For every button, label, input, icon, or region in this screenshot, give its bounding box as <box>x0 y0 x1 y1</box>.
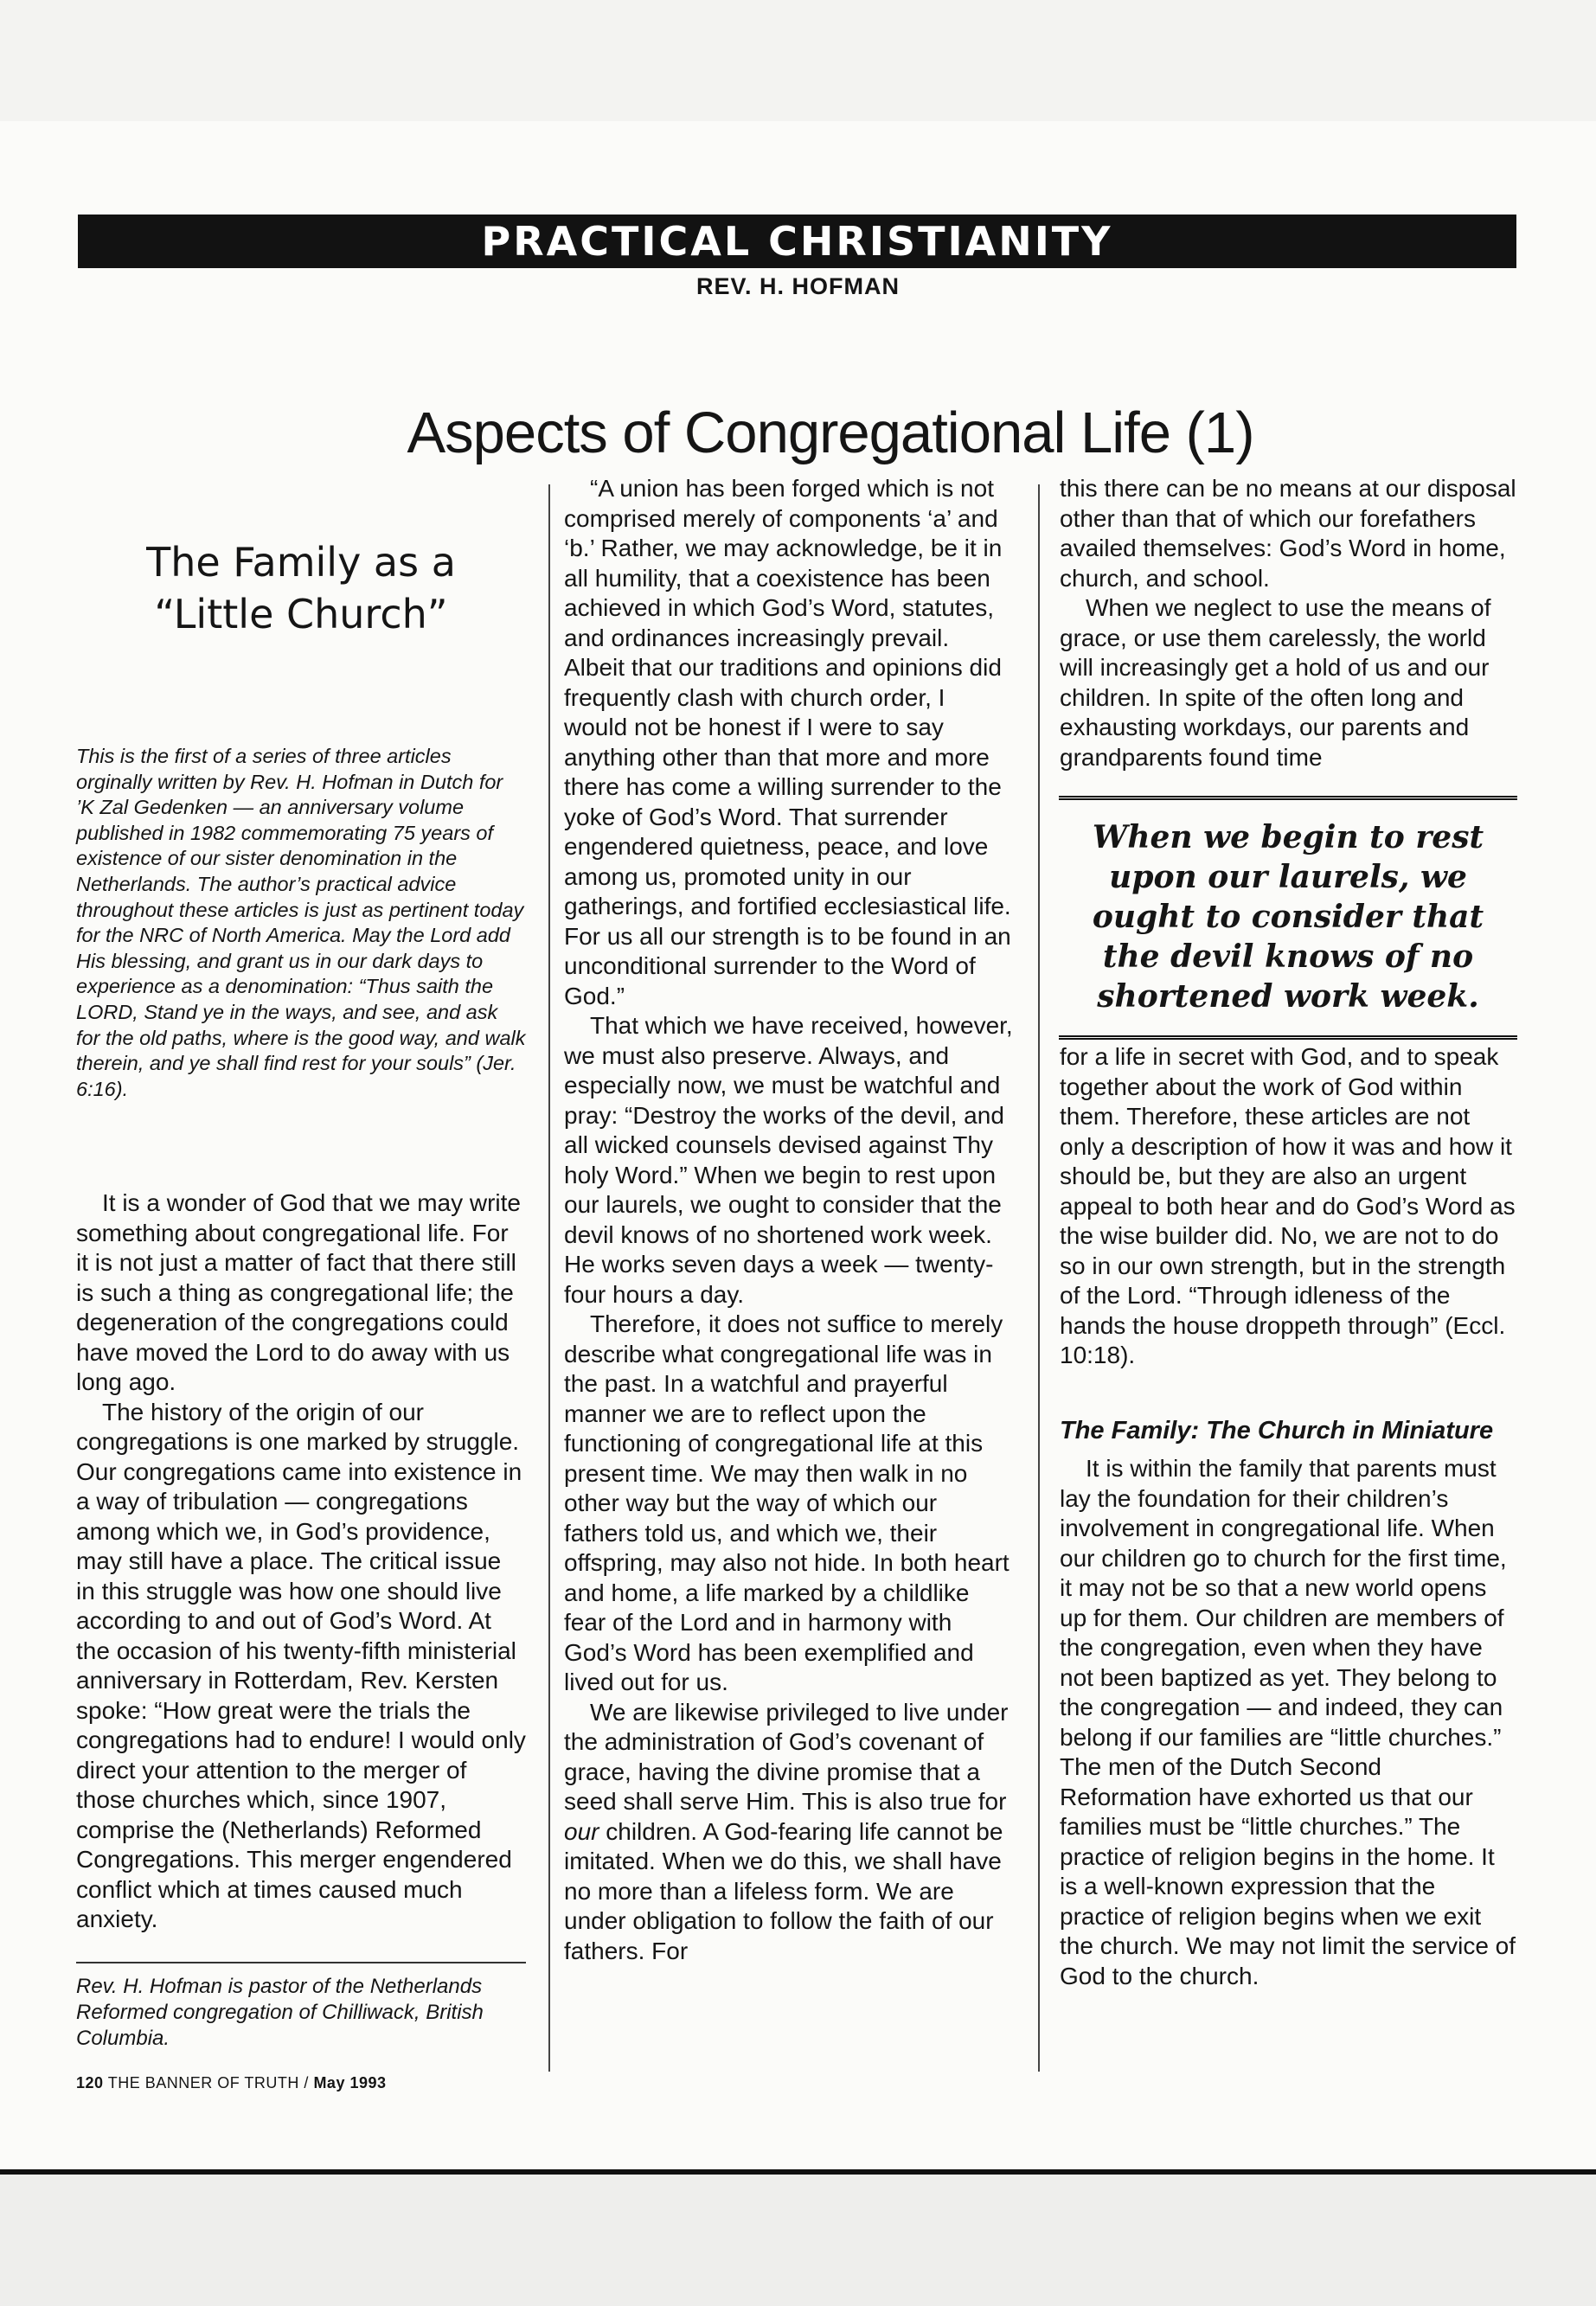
footer-separator: / <box>298 2074 314 2091</box>
paragraph: Therefore, it does not suffice to merely describe what congregational life was in the past. In a watchful and prayerful manner we are to reflect upon the functioning of congregational life at this present time. We may then walk in no other way but the way of which our fathers told us, and which we, their offspring, may also not hide. In both heart and home, a life marked by a childlike fear of the Lord and in harmony with God’s Word has been exemplified and lived out for us. <box>564 1310 1010 1695</box>
column-3-bottom <box>1060 1042 1518 1991</box>
text-run: We are likewise privileged to live under the administration of God’s covenant of grace, having the divine promise that a seed shall serve Him. This is also true for <box>564 1698 1009 1815</box>
bottom-margin <box>0 2169 1596 2306</box>
paragraph: The history of the origin of our congregations is one marked by struggle. Our congregations came into existence in a way of tribulation — congregations among which we, in God’s providence, may still have a place. The critical issue in this struggle was how one should live according to and out of God’s Word. At the occasion of his twenty-fifth ministerial anniversary in Rotterdam, Rev. Kersten spoke: “How great were the trials the congregations had to endure! I would only direct your attention to the merger of those churches which, since 1907, comprise the (Netherlands) Reformed Congregations. This merger engendered conflict which at times caused much anxiety. <box>76 1398 526 1933</box>
intro-text: This is the first of a series of three articles orginally written by Rev. H. Hofman in Dutch for ’K Zal Gedenken — an anniversary volume published in 1982 commemorating 75 years of existence of our sister denomination in the Netherlands. The author’s practical advice throughout these articles is just as pertinent today for the NRC of North America. May the Lord add His blessing, and grant us in our dark days to experience as a denomination: “Thus saith the LORD, Stand ye in the ways, and see, and ask for the old paths, where is the good way, and walk therein, and ye shall find rest for your souls” (Jer. 6:16). <box>76 745 526 1100</box>
text-run: children. A God-fearing life cannot be imitated. When we do this, we shall have no more than a lifeless form. We are under obligation to follow the faith of our fathers. For <box>564 1817 1003 1964</box>
column-3-top <box>1060 474 1518 772</box>
paragraph: It is a wonder of God that we may write something about congregational life. For it is not just a matter of fact that there still is such a thing as congregational life; the degeneration of the congregations could have moved the Lord to do away with us long ago. <box>76 1189 521 1396</box>
column-divider <box>1038 484 1040 2072</box>
subtitle-line-2: “Little Church” <box>154 591 448 637</box>
column-2 <box>564 474 1014 1966</box>
article-subtitle <box>76 536 526 640</box>
paragraph <box>564 1698 1014 1967</box>
author-footnote: Rev. H. Hofman is pastor of the Netherlands Reformed congregation of Chilliwack, British Columbia. <box>76 1962 526 2052</box>
emphasis: our <box>564 1817 599 1845</box>
column-1 <box>76 536 526 1935</box>
issue-date: May 1993 <box>313 2074 387 2091</box>
section-heading: The Family: The Church in Miniature <box>1060 1416 1494 1444</box>
pull-quote <box>1059 796 1517 1040</box>
paragraph: “A union has been forged which is not comprised merely of components ‘a’ and ‘b.’ Rather, we may acknowledge, be it in all humility, that a coexistence has been achieved in which God’s Word, statutes, and ordinances increasingly prevail. Albeit that our traditions and opinions did frequently clash with church order, I would not be honest if I were to say anything other than that more and more there has come a willing surrender to the yoke of God’s Word. That surrender engendered quietness, peace, and love among us, promoted unity in our gatherings, and fortified ecclesiastical life. For us all our strength is to be found in an unconditional surrender to the Word of God.” <box>564 475 1011 1009</box>
page-number: 120 <box>76 2074 104 2091</box>
pull-quote-text: When we begin to rest upon our laurels, we ought to consider that the devil knows of no shortened work week. <box>1092 819 1484 1015</box>
top-margin <box>0 0 1596 121</box>
section-banner: PRACTICAL CHRISTIANITY <box>78 215 1516 268</box>
article-title: Aspects of Congregational Life (1) <box>407 400 1254 465</box>
column-divider <box>548 484 550 2072</box>
subtitle-line-1: The Family as a <box>146 539 456 586</box>
paragraph: That which we have received, however, we must also preserve. Always, and especially now, we must be watchful and pray: “Destroy the works of the devil, and all wicked counsels devised against Thy holy Word.” When we begin to rest upon our laurels, we ought to consider that the devil knows of no shortened work week. He works seven days a week — twenty-four hours a day. <box>564 1012 1013 1308</box>
paragraph: It is within the family that parents must lay the foundation for their children’s involvement in congregational life. When our children go to church for the first time, it may not be so that a new world opens up for them. Our children are members of the congregation, even when they have not been baptized as yet. They belong to the congregation — and indeed, they can belong if our families are “little churches.” The men of the Dutch Second Reformation have exhorted us that our families must be “little churches.” The practice of religion begins in the home. It is a well-known expression that the practice of religion begins when we exit the church. We may not limit the service of God to the church. <box>1060 1455 1516 1989</box>
paragraph: for a life in secret with God, and to speak together about the work of God within them. Therefore, these articles are not only a description of how it was and how it should be, but they are also an urgent appeal to both hear and do God’s Word as the wise builder did. No, we are not to do so in our own strength, but in the strength of the Lord. “Through idleness of the hands the house droppeth through” (Eccl. 10:18). <box>1060 1043 1516 1368</box>
page-footer <box>76 2074 387 2092</box>
paragraph: this there can be no means at our disposal other than that of which our forefathers availed themselves: God’s Word in home, church, and school. <box>1060 475 1516 592</box>
intro-note <box>76 744 526 1102</box>
author-byline: REV. H. HOFMAN <box>695 273 901 299</box>
paragraph: When we neglect to use the means of grace, or use them carelessly, the world will increasingly get a hold of us and our children. In spite of the often long and exhausting workdays, our parents and grandparents found time <box>1060 594 1491 771</box>
publication-name: THE BANNER OF TRUTH <box>107 2074 299 2091</box>
